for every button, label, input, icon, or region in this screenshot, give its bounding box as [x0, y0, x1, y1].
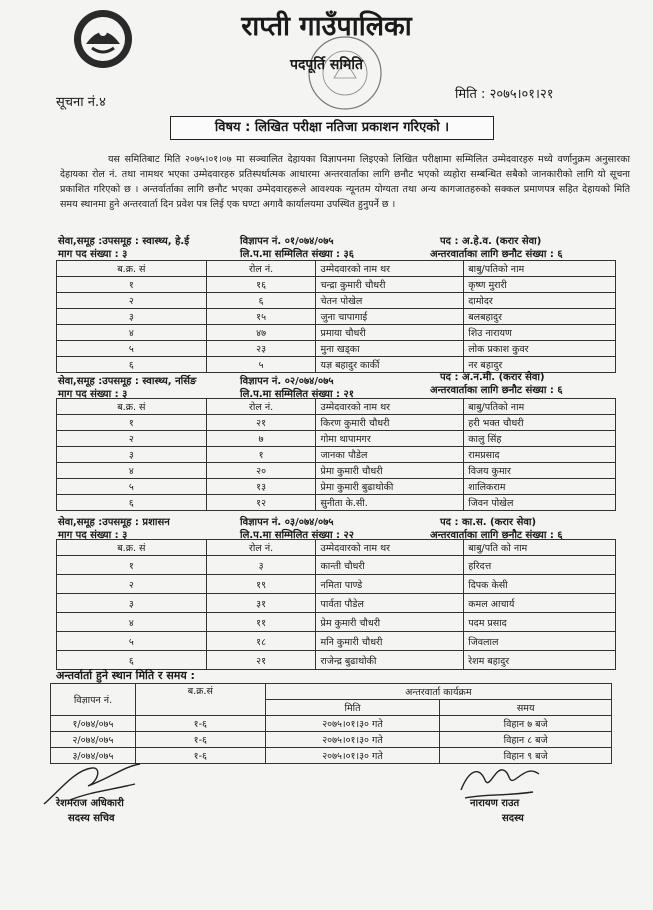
- cell-serial: १-६: [135, 732, 265, 748]
- cell-serial: ५: [57, 632, 207, 651]
- table-row: [57, 495, 616, 511]
- cell-serial: १: [57, 277, 207, 293]
- table-row: [57, 293, 616, 309]
- table-row: [57, 415, 616, 431]
- cell-serial: २: [57, 575, 207, 594]
- col-roll: रोल नं.: [206, 261, 316, 277]
- cell-ad-no: १/०७४/०७५: [51, 716, 136, 732]
- col-serial: ब.क्र. सं: [57, 540, 207, 556]
- left-signatory-name: रेशमराज अधिकारी: [56, 798, 124, 809]
- cell-name: नमिता पाण्डे: [316, 575, 464, 594]
- cell-date: २०७५।०१।३० गते: [265, 748, 440, 764]
- cell-roll: १: [206, 447, 316, 463]
- table-header-row: [57, 540, 616, 556]
- table-row: [57, 309, 616, 325]
- cell-name: चेतन पोखेल: [316, 293, 464, 309]
- cell-parent: हरिदत्त: [464, 556, 616, 575]
- section1-post: पद : अ.हे.व. (करार सेवा): [440, 236, 542, 247]
- col-name: उम्मेदवारको नाम थर: [316, 399, 464, 415]
- cell-name: प्रेमा कुमारी चौधरी: [316, 463, 464, 479]
- col-name: उम्मेदवारको नाम थर: [316, 261, 464, 277]
- section2-ad-no: विज्ञापन नं. ०२/०७४/०७५: [240, 376, 334, 387]
- cell-parent: जिवन पोखेल: [464, 495, 616, 511]
- cell-time: विहान ९ बजे: [440, 748, 612, 764]
- cell-name: जानका पौडेल: [316, 447, 464, 463]
- cell-parent: रामप्रसाद: [464, 447, 616, 463]
- cell-name: जुना चापागाई: [316, 309, 464, 325]
- org-name: राप्ती गाउँपालिका: [241, 11, 412, 42]
- cell-serial: ६: [57, 495, 207, 511]
- cell-roll: ४७: [206, 325, 316, 341]
- cell-serial: ४: [57, 463, 207, 479]
- col-ad-no: विज्ञापन नं.: [51, 684, 136, 716]
- cell-roll: ३१: [206, 594, 316, 613]
- cell-name: सुनीता के.सी.: [316, 495, 464, 511]
- table-header-row: [57, 399, 616, 415]
- section1-demand: माग पद संख्या : ३: [58, 249, 128, 260]
- cell-roll: २१: [206, 415, 316, 431]
- right-signatory-name: नारायण राउत: [470, 798, 520, 809]
- table-row: [51, 732, 612, 748]
- cell-name: मनि कुमारी चौधरी: [316, 632, 464, 651]
- section3-ad-no: विज्ञापन नं. ०३/०७४/०७५: [240, 517, 334, 528]
- section1-written-count: लि.प.मा सम्मिलित संख्या : ३६: [240, 249, 354, 260]
- section1-table: [56, 260, 616, 373]
- cell-serial: ६: [57, 357, 207, 373]
- cell-parent: दिपक केसी: [464, 575, 616, 594]
- cell-name: चन्द्रा कुमारी चौधरी: [316, 277, 464, 293]
- cell-parent: दामोदर: [464, 293, 616, 309]
- cell-date: २०७५।०१।३० गते: [265, 732, 440, 748]
- cell-parent: कमल आचार्य: [464, 594, 616, 613]
- cell-roll: ११: [206, 613, 316, 632]
- section3-post: पद : का.स. (करार सेवा): [440, 517, 537, 528]
- col-time: समय: [440, 700, 612, 716]
- section3-service: सेवा,समूह :उपसमूह : प्रशासन: [58, 517, 170, 528]
- cell-serial: ३: [57, 309, 207, 325]
- cell-name: किरण कुमारी चौधरी: [316, 415, 464, 431]
- section2-table: [56, 398, 616, 511]
- cell-name: राजेन्द्र बुढाथोकी: [316, 651, 464, 670]
- col-parent: बाबु/पतिको नाम: [464, 399, 616, 415]
- cell-roll: ७: [206, 431, 316, 447]
- section3-selected: अन्तरवार्ताका लागि छनौट संख्या : ६: [430, 530, 563, 541]
- table-row: [57, 447, 616, 463]
- cell-roll: १६: [206, 277, 316, 293]
- table-header-row: [57, 261, 616, 277]
- table-header-row: [51, 684, 612, 700]
- cell-parent: जिवलाल: [464, 632, 616, 651]
- cell-serial: ४: [57, 325, 207, 341]
- cell-roll: १९: [206, 575, 316, 594]
- cell-serial: १-६: [135, 748, 265, 764]
- cell-serial: १: [57, 556, 207, 575]
- col-serial: ब.क्र. सं: [57, 399, 207, 415]
- cell-roll: १८: [206, 632, 316, 651]
- table-row: [57, 479, 616, 495]
- table-row: [57, 341, 616, 357]
- cell-time: विहान ८ बजे: [440, 732, 612, 748]
- table-row: [51, 716, 612, 732]
- table-row: [57, 613, 616, 632]
- right-signatory-role: सदस्य: [502, 813, 524, 824]
- section3-demand: माग पद संख्या : ३: [58, 530, 128, 541]
- cell-name: प्रमाया चौधरी: [316, 325, 464, 341]
- cell-name: प्रेम कुमारी चौधरी: [316, 613, 464, 632]
- cell-parent: शिउ नारायण: [464, 325, 616, 341]
- cell-serial: २: [57, 293, 207, 309]
- cell-parent: शालिकराम: [464, 479, 616, 495]
- section1-selected: अन्तरवार्ताका लागि छनौट संख्या : ६: [430, 249, 563, 260]
- cell-serial: २: [57, 431, 207, 447]
- cell-date: २०७५।०१।३० गते: [265, 716, 440, 732]
- cell-name: गोमा थापामगर: [316, 431, 464, 447]
- cell-parent: रेशम बहादुर: [464, 651, 616, 670]
- cell-ad-no: ३/०७४/०७५: [51, 748, 136, 764]
- cell-serial: ४: [57, 613, 207, 632]
- interview-table: [50, 683, 612, 764]
- cell-parent: लोक प्रकाश कुवर: [464, 341, 616, 357]
- table-row: [57, 632, 616, 651]
- cell-parent: पदम प्रसाद: [464, 613, 616, 632]
- cell-roll: १२: [206, 495, 316, 511]
- cell-name: प्रेमा कुमारी बुढाथोकी: [316, 479, 464, 495]
- cell-serial: ५: [57, 341, 207, 357]
- cell-name: पार्वता पौडेल: [316, 594, 464, 613]
- cell-name: कान्ती चौधरी: [316, 556, 464, 575]
- cell-ad-no: २/०७४/०७५: [51, 732, 136, 748]
- cell-parent: कालु सिंह: [464, 431, 616, 447]
- col-serial: ब.क्र.सं: [135, 684, 265, 716]
- cell-roll: २१: [206, 651, 316, 670]
- section2-service: सेवा,समूह :उपसमूह : स्वास्थ्य, नर्सिङ: [58, 376, 197, 387]
- cell-name: मुना खड्का: [316, 341, 464, 357]
- cell-parent: हरी भक्त चौधरी: [464, 415, 616, 431]
- notice-number: सूचना नं.४: [56, 95, 106, 110]
- table-row: [57, 325, 616, 341]
- cell-roll: १३: [206, 479, 316, 495]
- table-row: [57, 575, 616, 594]
- cell-parent: विजय कुमार: [464, 463, 616, 479]
- notice-body-text: यस समितिबाट मिति २०७५।०१।०७ मा सञ्चालित देहायका विज्ञापनमा लिइएको लिखित परीक्षामा सम्मिलित उम्मेदवारहरु मध्ये वर्णानुक्रम अनुसारका देहायका रोल नं. तथा नामथर भएका उम्मेदवारहरु प्रतिस्पर्धात्मक आधारमा अन्तरवार्ताका लागि छनौट भएको व्यहोरा सम्बन्धित सबैको जानकारीको लागि यो सूचना प्रकाशित गरिएको छ । अन्तर्वार्ताका लागि छनौट भएका उम्मेदवारहरूले आवश्यक न्यूनतम योग्यता तथा अन्य कागजातहरुको सक्कल प्रमाणपत्र सहित देहायको मिति समय स्थानमा हुने अन्तरवार्ता दिन प्रवेश पत्र लिई एक घण्टा अगावै कार्यालयमा उपस्थित हुनुपर्ने छ ।: [60, 154, 630, 210]
- table-row: [57, 651, 616, 670]
- subject-line: विषय : लिखित परीक्षा नतिजा प्रकाशन गरिएको ।: [170, 116, 494, 140]
- col-program: अन्तरवार्ता कार्यक्रम: [265, 684, 611, 700]
- section1-service: सेवा,समूह :उपसमूह : स्वास्थ्य, हे.ई: [58, 236, 190, 247]
- cell-parent: कृष्ण मुरारी: [464, 277, 616, 293]
- cell-serial: ५: [57, 479, 207, 495]
- cell-serial: १-६: [135, 716, 265, 732]
- table-row: [57, 277, 616, 293]
- cell-serial: ६: [57, 651, 207, 670]
- col-date: मिति: [265, 700, 440, 716]
- cell-roll: ३: [206, 556, 316, 575]
- table-row: [57, 431, 616, 447]
- cell-parent: बलबहादुर: [464, 309, 616, 325]
- table-row: [57, 556, 616, 575]
- left-signatory-role: सदस्य सचिव: [68, 813, 115, 824]
- col-roll: रोल नं.: [206, 540, 316, 556]
- cell-roll: १५: [206, 309, 316, 325]
- table-row: [57, 463, 616, 479]
- cell-roll: २०: [206, 463, 316, 479]
- committee-name: पदपूर्ति समिति: [290, 57, 363, 73]
- section2-selected: अन्तरवार्ताका लागि छनौट संख्या : ६: [430, 385, 563, 396]
- section2-post: पद : अ.न.मी. (करार सेवा): [440, 372, 545, 383]
- section3-table: [56, 539, 616, 670]
- col-serial: ब.क्र. सं: [57, 261, 207, 277]
- col-parent: बाबु/पतिको नाम: [464, 261, 616, 277]
- cell-serial: ३: [57, 594, 207, 613]
- notice-body: [60, 152, 630, 212]
- cell-time: विहान ७ बजे: [440, 716, 612, 732]
- col-name: उम्मेदवारको नाम थर: [316, 540, 464, 556]
- section1-ad-no: विज्ञापन नं. ०१/०७४/०७५: [240, 236, 334, 247]
- section2-demand: माग पद संख्या : ३: [58, 389, 128, 400]
- cell-roll: २३: [206, 341, 316, 357]
- cell-parent: नर बहादुर: [464, 357, 616, 373]
- col-roll: रोल नं.: [206, 399, 316, 415]
- interview-heading: अन्तर्वार्ता हुने स्थान मिति र समय :: [56, 669, 195, 682]
- notice-date: मिति : २०७५।०१।२१: [455, 87, 554, 102]
- col-parent: बाबु/पति को नाम: [464, 540, 616, 556]
- cell-roll: ५: [206, 357, 316, 373]
- section3-written-count: लि.प.मा सम्मिलित संख्या : २२: [240, 530, 354, 541]
- cell-serial: १: [57, 415, 207, 431]
- section2-written-count: लि.प.मा सम्मिलित संख्या : २१: [240, 389, 354, 400]
- cell-serial: ३: [57, 447, 207, 463]
- cell-name: यज्ञ बहादुर कार्की: [316, 357, 464, 373]
- table-row: [57, 594, 616, 613]
- cell-roll: ६: [206, 293, 316, 309]
